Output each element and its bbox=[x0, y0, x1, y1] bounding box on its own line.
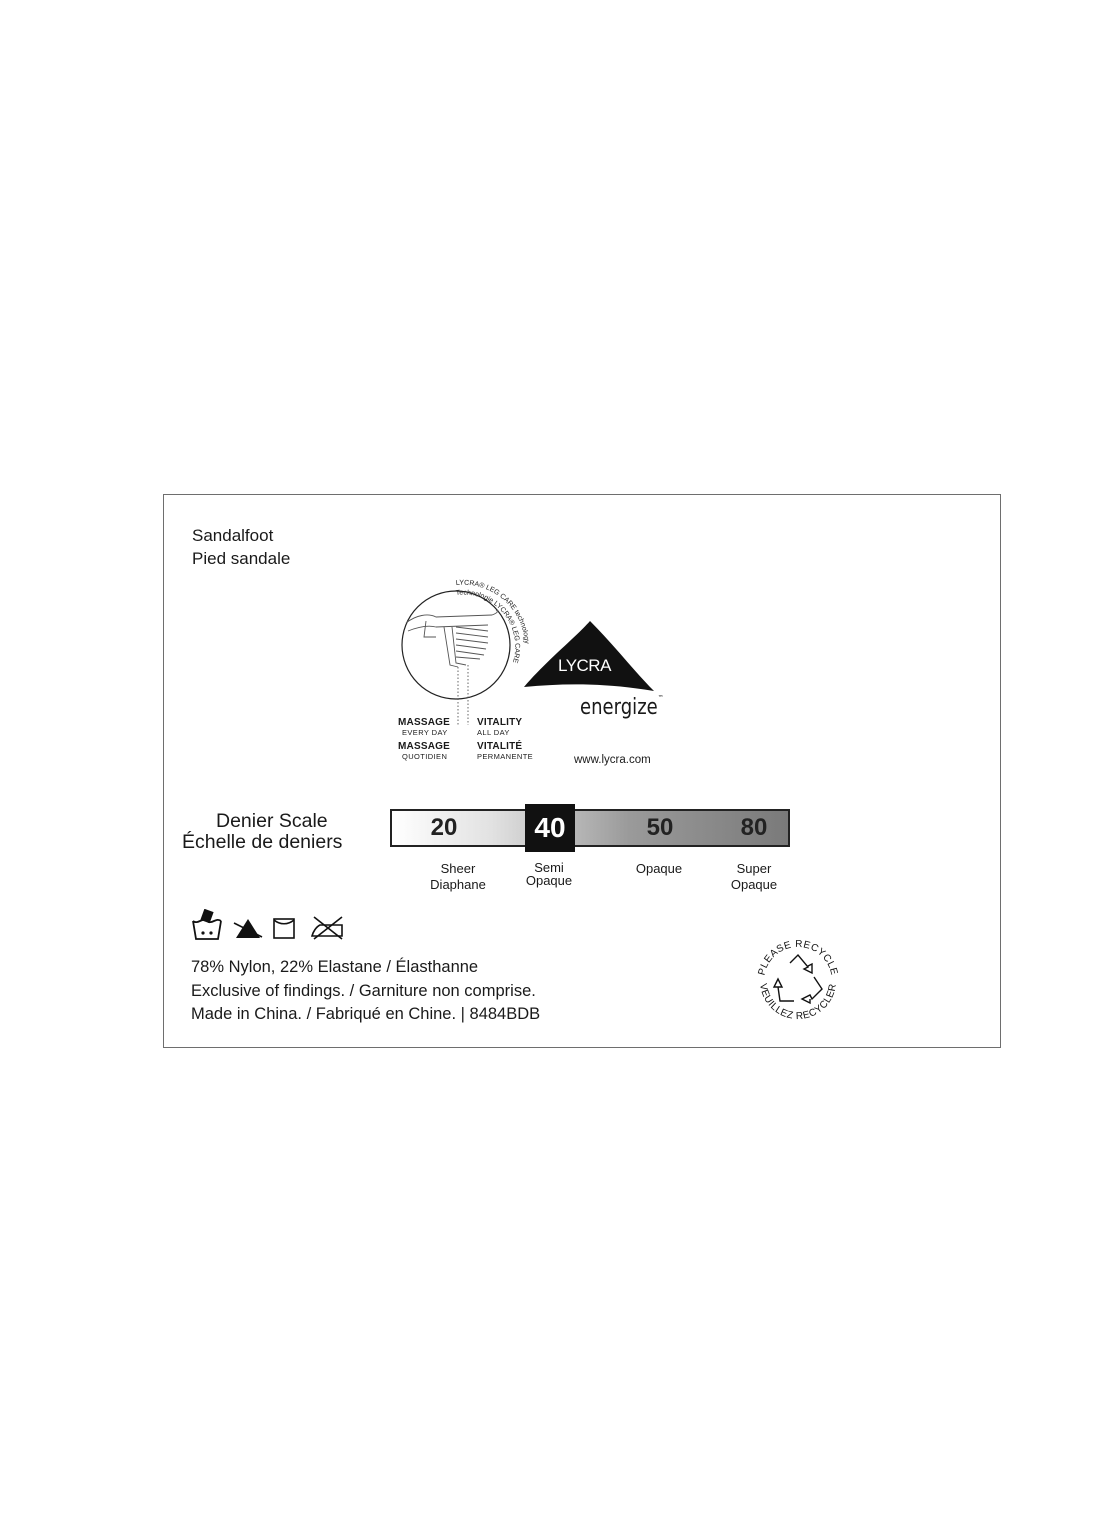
denier-value-selected: 40 bbox=[525, 804, 575, 852]
denier-title-fr: Échelle de deniers bbox=[182, 831, 343, 853]
denier-value: 20 bbox=[430, 814, 458, 841]
recycle-text-en: PLEASE RECYCLE bbox=[756, 938, 840, 977]
denier-label: Semi Opaque bbox=[525, 860, 573, 888]
tumble-dry-icon bbox=[274, 919, 294, 938]
recycle-text-fr: VEUILLEZ RECYCLER bbox=[757, 982, 840, 1023]
no-bleach-icon bbox=[234, 919, 262, 938]
composition-text bbox=[191, 956, 540, 1027]
trademark-mark: ™ bbox=[657, 694, 664, 702]
denier-value: 80 bbox=[740, 814, 768, 841]
style-name-fr: Pied sandale bbox=[192, 549, 291, 568]
leg-illustration-icon bbox=[406, 610, 498, 725]
tagline-text: energize bbox=[580, 695, 658, 720]
denier-value: 50 bbox=[646, 814, 674, 841]
style-name bbox=[192, 524, 290, 570]
lycra-url: www.lycra.com bbox=[574, 754, 651, 766]
fiber-content: 78% Nylon, 22% Elastane / Élasthanne bbox=[191, 958, 479, 976]
findings-note: Exclusive of findings. / Garniture non comprise. bbox=[191, 981, 536, 1000]
denier-scale-title bbox=[182, 811, 382, 853]
denier-label: Opaque bbox=[635, 861, 683, 876]
benefit-massage-en: MASSAGE EVERY DAY bbox=[398, 717, 450, 737]
hand-wash-icon bbox=[193, 910, 221, 939]
benefits-block bbox=[398, 717, 538, 765]
benefit-vitality-fr: VITALITÉ PERMANENTE bbox=[477, 741, 534, 761]
style-name-en: Sandalfoot bbox=[192, 526, 274, 545]
lycra-tagline bbox=[580, 694, 664, 720]
care-symbols bbox=[192, 909, 352, 941]
denier-label: Sheer Diaphane bbox=[430, 861, 486, 892]
denier-scale-bar bbox=[390, 809, 790, 847]
denier-label: Super Opaque bbox=[730, 861, 778, 892]
arc-text-fr: Technologie LYCRA® LEG CARE bbox=[455, 589, 521, 664]
lycra-logo-text: LYCRA bbox=[558, 656, 611, 675]
recycle-seal-icon bbox=[750, 933, 846, 1029]
denier-title-en: Denier Scale bbox=[216, 810, 328, 832]
recycle-arrows-icon bbox=[774, 955, 822, 1003]
benefit-massage-fr: MASSAGE QUOTIDIEN bbox=[398, 741, 450, 761]
arc-text-en: LYCRA® LEG CARE technology bbox=[455, 579, 530, 644]
hosiery-label bbox=[163, 494, 1001, 1048]
benefit-vitality-en: VITALITY ALL DAY bbox=[477, 717, 523, 737]
do-not-iron-icon bbox=[312, 917, 342, 939]
origin-and-code: Made in China. / Fabriqué en Chine. | 8484BDB bbox=[191, 1005, 541, 1023]
